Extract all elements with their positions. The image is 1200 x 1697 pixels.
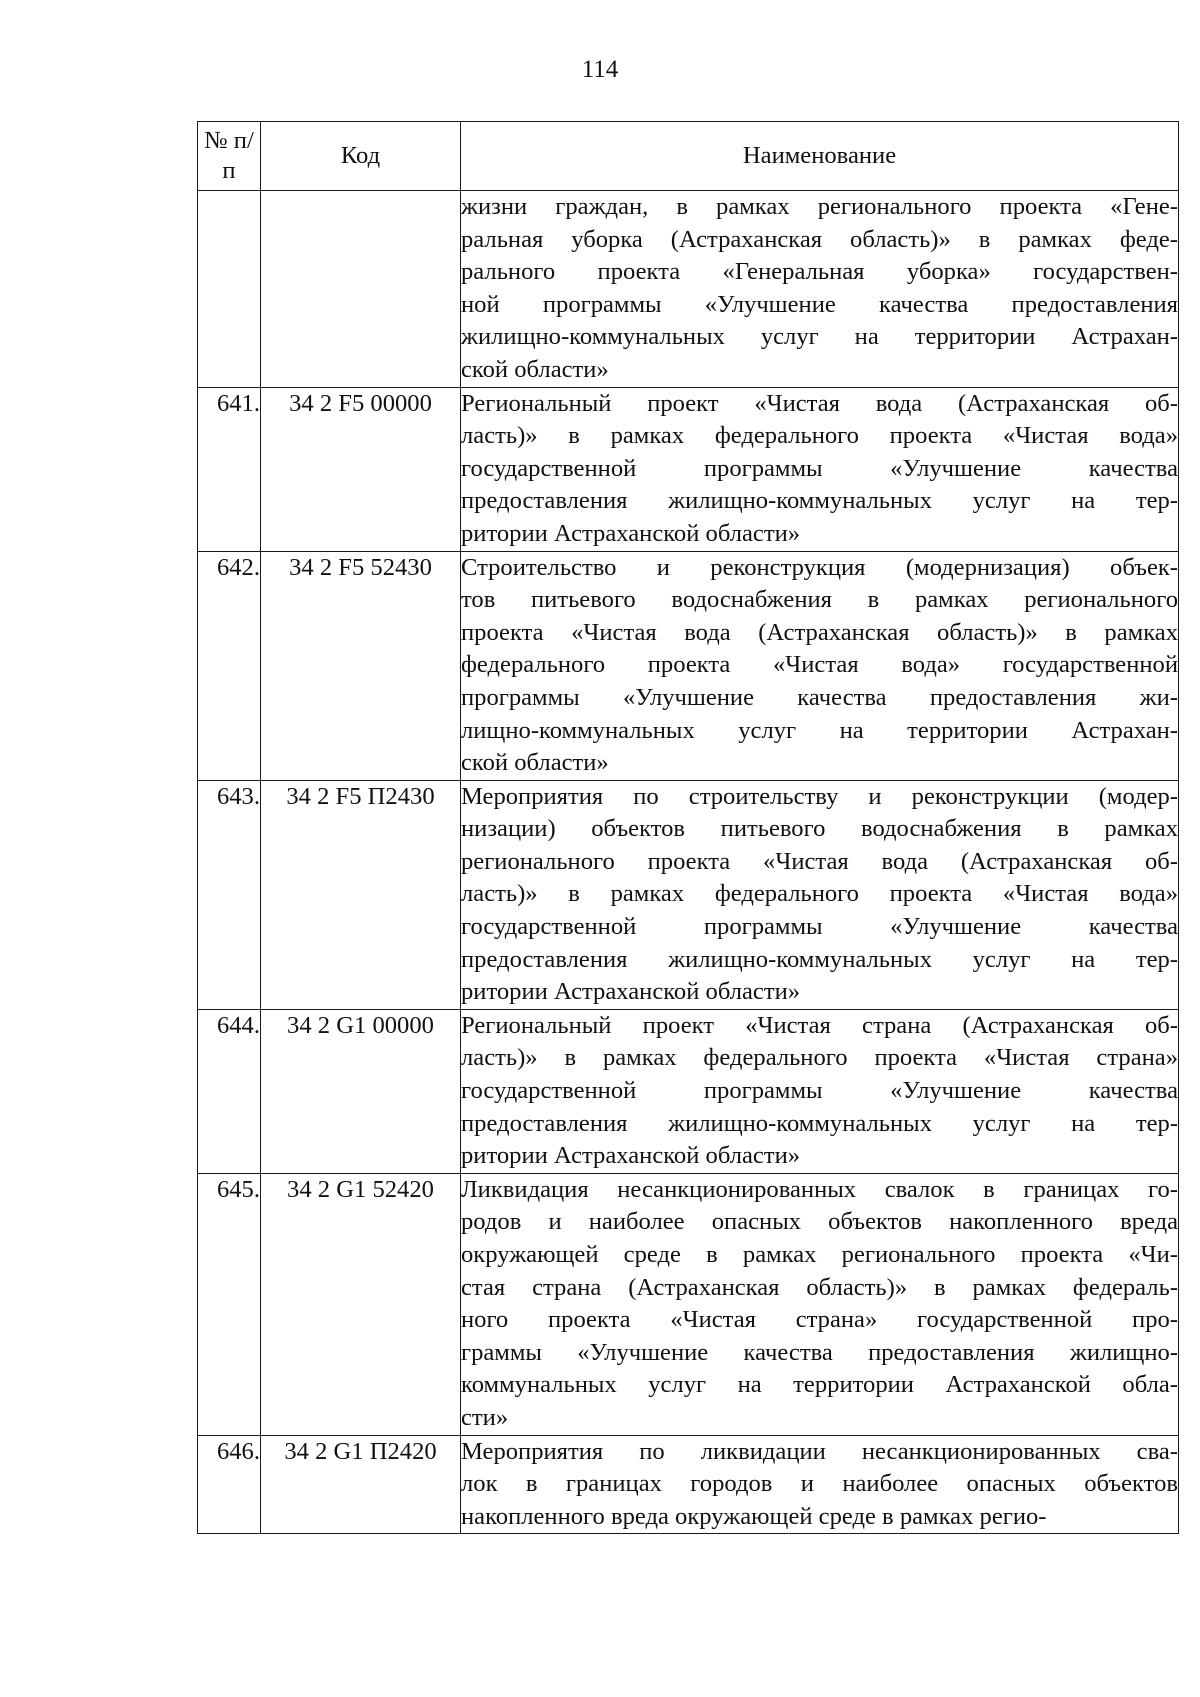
row-name (461, 191, 1179, 388)
row-name-line: программы «Улучшение качества предоставления жи- (461, 683, 1178, 711)
table-row (198, 1009, 1179, 1173)
table-row (198, 1173, 1179, 1435)
row-name (461, 551, 1179, 780)
row-number: 645. (198, 1173, 261, 1435)
row-number: 644. (198, 1009, 261, 1173)
table-body (198, 191, 1179, 1534)
row-name-line: накопленного вреда окружающей среде в рамках регио- (461, 1502, 1047, 1530)
row-code (261, 191, 461, 388)
header-name: Наименование (461, 122, 1179, 191)
row-name-line: стая страна (Астраханская область)» в рамках федераль- (461, 1273, 1178, 1301)
row-name-line: рального проекта «Генеральная уборка» государствен- (461, 258, 1178, 286)
row-name-line: ской области» (461, 749, 609, 777)
row-name-line: ской области» (461, 355, 609, 383)
row-name-line: окружающей среде в рамках регионального проекта «Чи- (461, 1241, 1178, 1268)
table-row (198, 1435, 1179, 1534)
row-name-line: Региональный проект «Чистая вода (Астраханская об- (461, 389, 1178, 417)
row-code: 34 2 F5 00000 (261, 387, 461, 551)
row-name (461, 387, 1179, 551)
row-name-line: предоставления жилищно-коммунальных услуг на тер- (461, 487, 1178, 515)
table-header-row (198, 122, 1179, 191)
row-name-line: лищно-коммунальных услуг на территории Астрахан- (461, 716, 1178, 744)
row-number: 642. (198, 551, 261, 780)
row-code: 34 2 G1 П2420 (261, 1435, 461, 1534)
row-name-line: Строительство и реконструкция (модернизация) объек- (461, 553, 1178, 581)
row-name-line: ритории Астраханской области» (461, 1142, 801, 1170)
row-number: 641. (198, 387, 261, 551)
table-row (198, 780, 1179, 1009)
row-name-line: сти» (461, 1403, 509, 1431)
row-code: 34 2 F5 52430 (261, 551, 461, 780)
row-name-line: ной программы «Улучшение качества предоставления (461, 290, 1178, 318)
row-name (461, 1435, 1179, 1534)
row-name-line: низации) объектов питьевого водоснабжения в рамках (461, 815, 1178, 843)
row-name-line: жизни граждан, в рамках регионального проекта «Гене- (461, 193, 1178, 220)
row-name-line: ласть)» в рамках федерального проекта «Чистая вода» (461, 422, 1178, 450)
row-name-line: Региональный проект «Чистая страна (Астраханская об- (461, 1011, 1178, 1039)
row-name-line: родов и наиболее опасных объектов накопленного вреда (461, 1208, 1178, 1236)
header-code: Код (261, 122, 461, 191)
row-name-line: ласть)» в рамках федерального проекта «Чистая вода» (461, 880, 1178, 908)
row-number (198, 191, 261, 388)
row-name-line: государственной программы «Улучшение качества (461, 913, 1178, 941)
row-name-line: федерального проекта «Чистая вода» государственной (461, 651, 1178, 679)
row-name-line: ральная уборка (Астраханская область)» в рамках феде- (461, 225, 1178, 253)
row-number: 646. (198, 1435, 261, 1534)
row-code: 34 2 G1 52420 (261, 1173, 461, 1435)
row-name-line: регионального проекта «Чистая вода (Астраханская об- (461, 847, 1178, 875)
row-name-line: Мероприятия по ликвидации несанкционированных сва- (461, 1437, 1178, 1465)
row-name-line: ного проекта «Чистая страна» государственной про- (461, 1306, 1178, 1334)
row-name-line: предоставления жилищно-коммунальных услуг на тер- (461, 1109, 1178, 1137)
table-row (198, 387, 1179, 551)
row-name-line: коммунальных услуг на территории Астраханской обла- (461, 1371, 1178, 1399)
row-name (461, 1173, 1179, 1435)
row-name-line: Ликвидация несанкционированных свалок в границах го- (461, 1175, 1178, 1203)
row-name-line: ласть)» в рамках федерального проекта «Чистая страна» (461, 1044, 1178, 1072)
page-number: 114 (581, 56, 619, 83)
row-name-line: проекта «Чистая вода (Астраханская область)» в рамках (461, 618, 1178, 646)
row-name-line: ритории Астраханской области» (461, 519, 801, 547)
table-row (198, 191, 1179, 388)
row-name-line: Мероприятия по строительству и реконструкции (модер- (461, 782, 1178, 810)
row-name-line: граммы «Улучшение качества предоставления жилищно- (461, 1338, 1178, 1366)
row-name-line: тов питьевого водоснабжения в рамках регионального (461, 586, 1178, 614)
header-num: № п/п (198, 122, 261, 191)
row-name-line: государственной программы «Улучшение качества (461, 1077, 1178, 1105)
row-name-line: предоставления жилищно-коммунальных услуг на тер- (461, 945, 1178, 973)
row-name-line: государственной программы «Улучшение качества (461, 454, 1178, 482)
row-code: 34 2 F5 П2430 (261, 780, 461, 1009)
row-name (461, 1009, 1179, 1173)
row-number: 643. (198, 780, 261, 1009)
row-code: 34 2 G1 00000 (261, 1009, 461, 1173)
table-row (198, 551, 1179, 780)
document-table (197, 121, 1179, 1534)
row-name (461, 780, 1179, 1009)
row-name-line: ритории Астраханской области» (461, 978, 801, 1006)
row-name-line: лок в границах городов и наиболее опасных объектов (461, 1470, 1178, 1498)
row-name-line: жилищно-коммунальных услуг на территории Астрахан- (461, 323, 1178, 351)
